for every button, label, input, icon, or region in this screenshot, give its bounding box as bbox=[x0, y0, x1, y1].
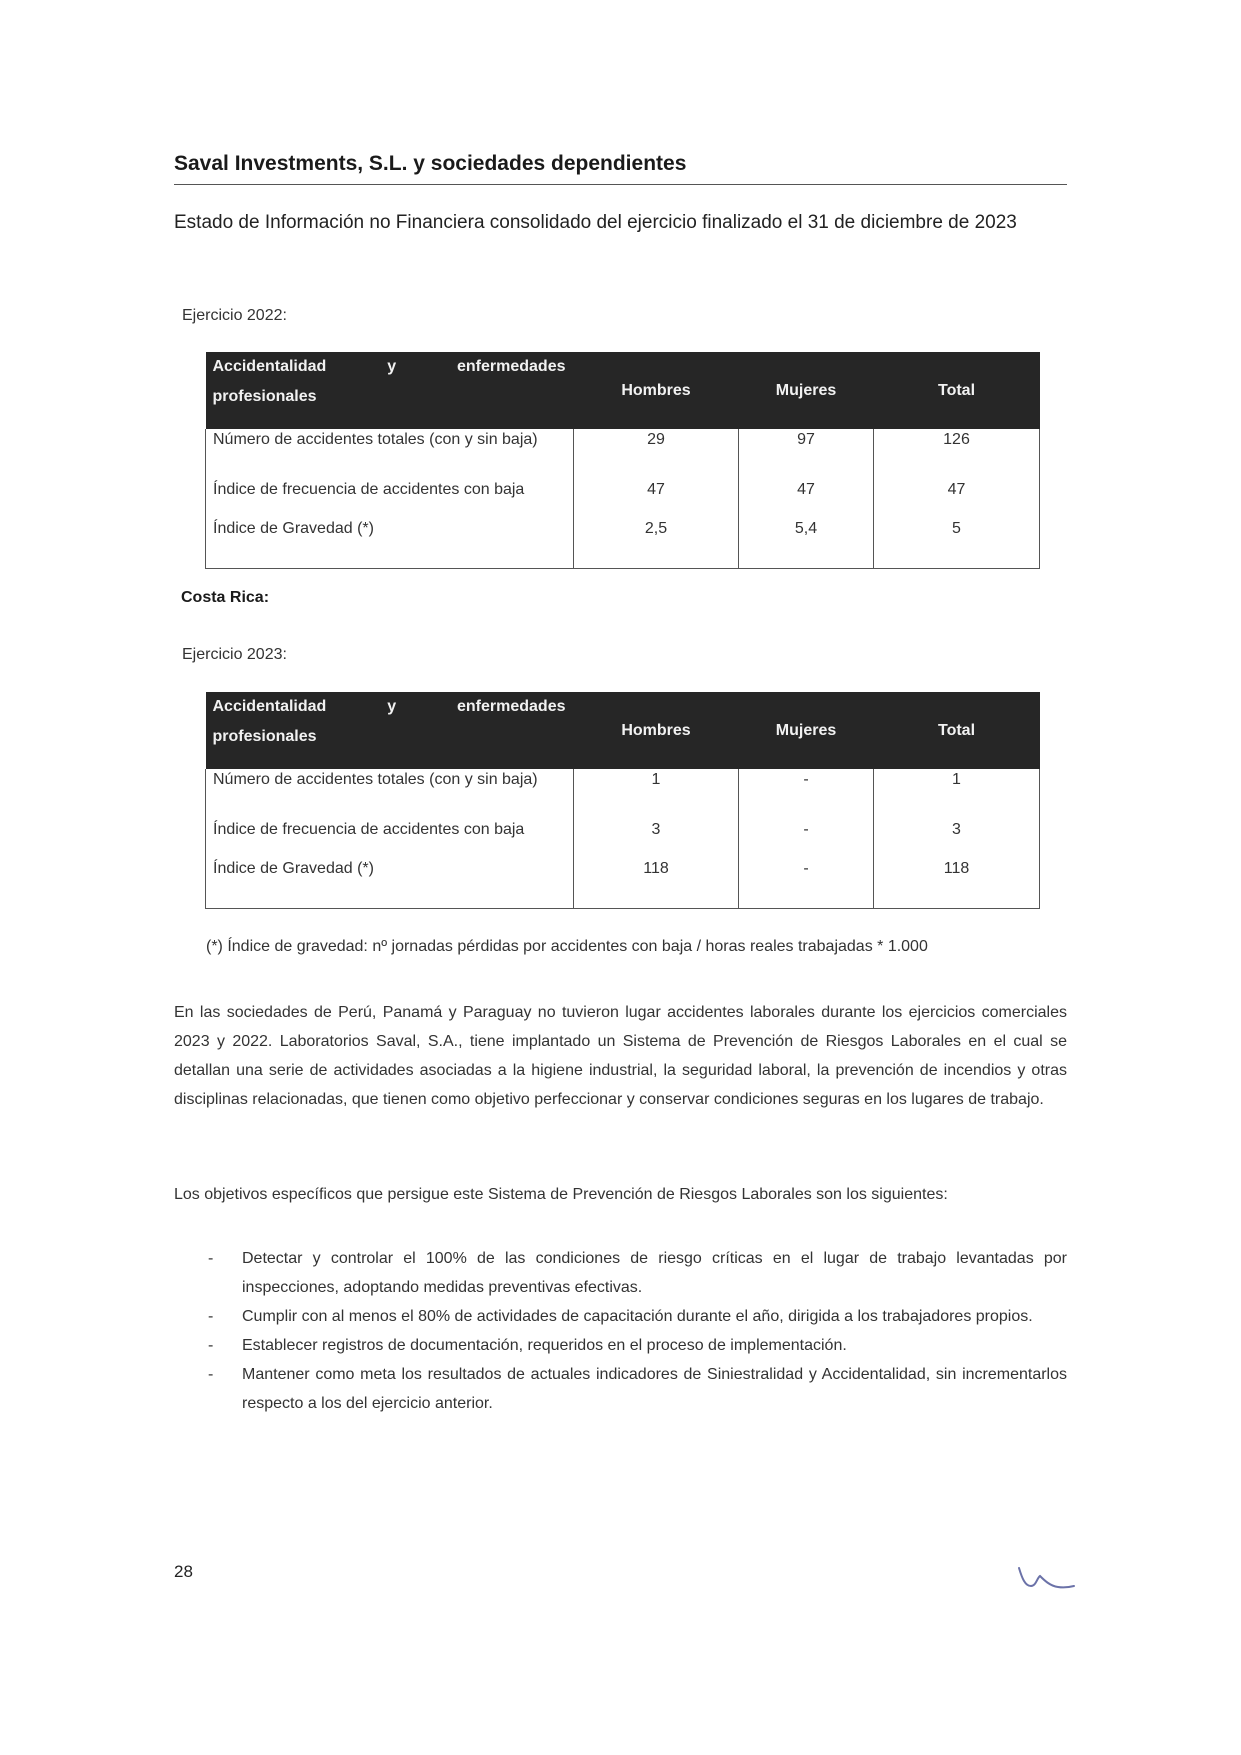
bullet-dash: - bbox=[208, 1337, 214, 1354]
row-label: Índice de frecuencia de accidentes con baja bbox=[206, 467, 574, 512]
list-item bbox=[174, 1331, 1067, 1360]
header-word: Accidentalidad bbox=[212, 358, 327, 375]
table-row bbox=[206, 512, 1040, 569]
cell-total: 5 bbox=[874, 512, 1040, 569]
objectives-list-wrapper bbox=[174, 1244, 1067, 1418]
header-cell-hombres: Hombres bbox=[574, 352, 739, 429]
bullet-dash: - bbox=[208, 1250, 214, 1267]
table-row bbox=[206, 467, 1040, 512]
row-label: Índice de frecuencia de accidentes con baja bbox=[206, 807, 574, 852]
cell-hombres: 29 bbox=[574, 429, 739, 467]
company-title: Saval Investments, S.L. y sociedades dependientes bbox=[174, 152, 687, 175]
cell-total: 47 bbox=[874, 467, 1040, 512]
cell-mujeres: 97 bbox=[739, 429, 874, 467]
header-rule bbox=[174, 184, 1067, 185]
row-label: Número de accidentes totales (con y sin baja) bbox=[206, 769, 574, 807]
cell-total: 1 bbox=[874, 769, 1040, 807]
table-row bbox=[206, 769, 1040, 807]
list-item bbox=[174, 1360, 1067, 1418]
header-cell-hombres: Hombres bbox=[574, 692, 739, 769]
section-heading-costa-rica: Costa Rica: bbox=[181, 589, 270, 606]
list-item-text: Establecer registros de documentación, requeridos en el proceso de implementación. bbox=[242, 1337, 847, 1354]
header-cell-concept bbox=[206, 352, 574, 429]
header-word: y bbox=[387, 358, 397, 375]
cell-total: 3 bbox=[874, 807, 1040, 852]
cell-mujeres: - bbox=[739, 807, 874, 852]
cell-total: 126 bbox=[874, 429, 1040, 467]
cell-hombres: 1 bbox=[574, 769, 739, 807]
table-row bbox=[206, 429, 1040, 467]
table-row bbox=[206, 852, 1040, 909]
table-row bbox=[206, 807, 1040, 852]
list-item-text: Cumplir con al menos el 80% de actividades de capacitación durante el año, dirigida a los trabajadores propios. bbox=[242, 1308, 1033, 1325]
header-word: profesionales bbox=[212, 388, 317, 405]
header-cell-concept bbox=[206, 692, 574, 769]
cell-mujeres: - bbox=[739, 769, 874, 807]
header-word: y bbox=[387, 698, 397, 715]
header-cell-mujeres: Mujeres bbox=[739, 352, 874, 429]
row-label: Índice de Gravedad (*) bbox=[206, 852, 574, 909]
cell-hombres: 2,5 bbox=[574, 512, 739, 569]
header-cell-mujeres: Mujeres bbox=[739, 692, 874, 769]
accident-table-costa-rica-2023 bbox=[205, 692, 1040, 909]
signature-mark-icon bbox=[1016, 1564, 1076, 1604]
cell-hombres: 47 bbox=[574, 467, 739, 512]
header-word: profesionales bbox=[212, 728, 317, 745]
list-item bbox=[174, 1244, 1067, 1302]
accident-table-2022 bbox=[205, 352, 1040, 569]
header-cell-total: Total bbox=[874, 352, 1040, 429]
footnote: (*) Índice de gravedad: nº jornadas pérdidas por accidentes con baja / horas reales trabajadas * 1.000 bbox=[206, 938, 928, 955]
paragraph-objectives: Los objetivos específicos que persigue este Sistema de Prevención de Riesgos Laborales son los siguientes: bbox=[174, 1186, 948, 1203]
header-word: enfermedades bbox=[457, 698, 566, 715]
bullet-dash: - bbox=[208, 1308, 214, 1325]
report-subtitle: Estado de Información no Financiera consolidado del ejercicio finalizado el 31 de diciembre de 2023 bbox=[174, 212, 1017, 233]
row-label: Número de accidentes totales (con y sin baja) bbox=[206, 429, 574, 467]
cell-mujeres: 5,4 bbox=[739, 512, 874, 569]
header-word: Accidentalidad bbox=[212, 698, 327, 715]
paragraph-intro: En las sociedades de Perú, Panamá y Paraguay no tuvieron lugar accidentes laborales durante los ejercicios comerciales 2023 y 2022. Laboratorios Saval, S.A., tiene implantado un Sistema de Prevención de Riesgos Laborales en el cual se detallan una serie de actividades asociadas a la higiene industrial, la seguridad laboral, la prevención de incendios y otras disciplinas relacionadas, que tienen como objetivo perfeccionar y conservar condiciones seguras en los lugares de trabajo. bbox=[174, 1004, 1067, 1108]
bullet-dash: - bbox=[208, 1366, 214, 1383]
cell-hombres: 3 bbox=[574, 807, 739, 852]
cell-mujeres: 47 bbox=[739, 467, 874, 512]
header-word: enfermedades bbox=[457, 358, 566, 375]
table-header-row bbox=[206, 692, 1040, 769]
header-cell-total: Total bbox=[874, 692, 1040, 769]
objectives-list bbox=[174, 1244, 1067, 1418]
cell-total: 118 bbox=[874, 852, 1040, 909]
list-item-text: Mantener como meta los resultados de actuales indicadores de Siniestralidad y Accidentalidad, sin incrementarlos respecto a los del ejercicio anterior. bbox=[242, 1366, 1067, 1412]
list-item-text: Detectar y controlar el 100% de las condiciones de riesgo críticas en el lugar de trabajo levantadas por inspecciones, adoptando medidas preventivas efectivas. bbox=[242, 1250, 1067, 1296]
cell-hombres: 118 bbox=[574, 852, 739, 909]
page-number: 28 bbox=[174, 1562, 193, 1581]
table-header-row bbox=[206, 352, 1040, 429]
cell-mujeres: - bbox=[739, 852, 874, 909]
year-label-2023: Ejercicio 2023: bbox=[182, 646, 287, 663]
list-item bbox=[174, 1302, 1067, 1331]
row-label: Índice de Gravedad (*) bbox=[206, 512, 574, 569]
year-label-2022: Ejercicio 2022: bbox=[182, 307, 287, 324]
